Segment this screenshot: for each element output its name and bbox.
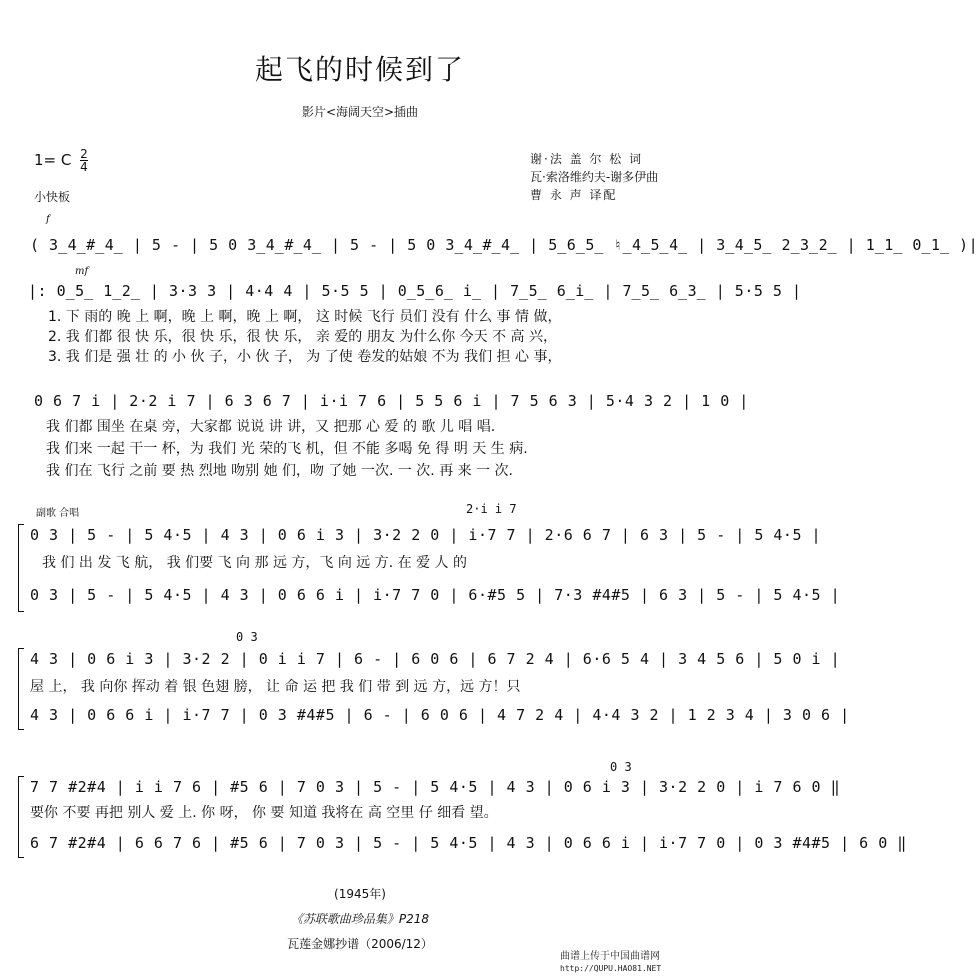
score-line-chorus-3-lower: 6 7 #2#4 | 6 6 7 6 | #5 6 | 7 0 3 | 5 - | 5 4·5 | 4 3 | 0 6 6 i | i·7 7 0 | 0 3 #4#5 | 6 0 ‖ xyxy=(30,834,907,852)
page-title: 起飞的时候到了 xyxy=(254,53,465,86)
time-bottom: 4 xyxy=(80,160,88,174)
site-watermark xyxy=(560,951,661,975)
subtitle: 影片<海阔天空>插曲 xyxy=(301,105,419,119)
lyricist-credit: 谢·法 盖 尔 松 词 xyxy=(530,152,644,166)
lyric-verse3-a: 3. 我 们是 强 壮 的 小 伙 子，小 伙 子， 为 了使 卷发的姑娘 不为 我们 担 心 事， xyxy=(48,349,562,365)
lyric-verse2-b: 我 们来 一起 干一 杯，为 我们 光 荣的飞 机，但 不能 多喝 免 得 明 天 生 病. xyxy=(46,441,528,457)
composer-credit: 瓦·索洛维约夫-谢多伊曲 xyxy=(530,170,659,184)
watermark-url: http://QUPU.HAO81.NET xyxy=(560,964,662,973)
lyric-chorus-2: 屋 上， 我 向你 挥动 着 银 色翅 膀， 让 命 运 把 我 们 带 到 远 方，远 方！只 xyxy=(30,679,521,695)
lyric-chorus-3: 要你 不要 再把 别人 爱 上. 你 呀， 你 要 知道 我将在 高 空里 仔 细看 望。 xyxy=(30,805,498,821)
staff-brace-1 xyxy=(18,524,24,612)
time-signature xyxy=(80,148,88,173)
tempo-marking: 小快板 xyxy=(34,190,71,204)
lyric-verse3-b: 我 们在 飞行 之前 要 热 烈地 吻别 她 们，吻 了她 一次. 一 次. 再 来 一 次. xyxy=(46,463,514,479)
footer-year: (1945年) xyxy=(334,887,386,901)
ornament-line-3: 0 3 xyxy=(610,760,632,774)
key-label: 1= C xyxy=(34,151,72,169)
time-top: 2 xyxy=(80,147,88,161)
score-line-verse-b: 0 6 7 i | 2·2 i 7 | 6 3 6 7 | i·i 7 6 | 5 5 6 i | 7 5 6 3 | 5·4 3 2 | 1 0 | xyxy=(34,392,749,410)
staff-brace-3 xyxy=(18,776,24,858)
score-line-chorus-2-lower: 4 3 | 0 6 6 i | i·7 7 | 0 3 #4#5 | 6 - | 6 0 6 | 4 7 2 4 | 4·4 3 2 | 1 2 3 4 | 3 0 6 | xyxy=(30,706,850,724)
score-line-chorus-2-upper: 4 3 | 0 6 i 3 | 3·2 2 | 0 i i 7 | 6 - | 6 0 6 | 6 7 2 4 | 6·6 5 4 | 3 4 5 6 | 5 0 i | xyxy=(30,650,841,668)
score-line-chorus-1-lower: 0 3 | 5 - | 5 4·5 | 4 3 | 0 6 6 i | i·7 7 0 | 6·#5 5 | 7·3 #4#5 | 6 3 | 5 - | 5 4·5 | xyxy=(30,586,841,604)
lyric-verse2-a: 2. 我 们都 很 快 乐，很 快 乐，很 快 乐， 亲 爱的 朋友 为什么你 今天 不 高 兴， xyxy=(48,329,558,345)
score-line-chorus-1-upper: 0 3 | 5 - | 5 4·5 | 4 3 | 0 6 i 3 | 3·2 2 0 | i·7 7 | 2·6 6 7 | 6 3 | 5 - | 5 4·5 | xyxy=(30,526,822,544)
footer-transcriber: 瓦莲金娜抄谱（2006/12） xyxy=(287,937,433,951)
chorus-section-label: 副歌 合唱 xyxy=(36,508,80,519)
lyric-chorus-1: 我 们 出 发 飞 航， 我 们要 飞 向 那 远 方，飞 向 远 方. 在 爱 人 的 xyxy=(42,555,468,571)
ornament-line-1: 2·i i 7 xyxy=(466,502,517,516)
lyric-verse1-b: 我 们都 围坐 在桌 旁，大家都 说说 讲 讲，又 把那 心 爱 的 歌 儿 唱 唱. xyxy=(46,419,496,435)
dynamic-f: f xyxy=(46,214,50,225)
watermark-text: 曲谱上传于中国曲谱网 xyxy=(560,951,660,962)
staff-brace-2 xyxy=(18,648,24,730)
score-line-verse-a: |: 0̲5̲ 1̲2̲ | 3·3 3 | 4·4 4 | 5·5 5 | 0̲5̲6̲ i̲ | 7̲5̲ 6̲i̲ | 7̲5̲ 6̲3̲ | 5·5 5 | xyxy=(28,282,802,300)
score-line-chorus-3-upper: 7 7 #2#4 | i i 7 6 | #5 6 | 7 0 3 | 5 - | 5 4·5 | 4 3 | 0 6 i 3 | 3·2 2 0 | i 7 6 0 ‖ xyxy=(30,778,841,796)
score-line-intro: ( 3̲4̲#̲4̲ | 5 - | 5 0 3̲4̲#̲4̲ | 5 - | 5 0 3̲4̲#̲4̲ | 5̲6̲5̲ ♮̲4̲5̲4̲ | 3̲4̲5̲ 2̲3̲2̲ | 1̲1̲ 0̲1̲ )| xyxy=(30,236,978,254)
footer-source: 《苏联歌曲珍品集》P218 xyxy=(290,912,430,926)
dynamic-mf: mf xyxy=(75,266,89,277)
key-signature xyxy=(34,148,88,173)
ornament-line-2: 0 3 xyxy=(236,630,258,644)
translator-credit: 曹 永 声 译配 xyxy=(530,188,618,202)
lyric-verse1-a: 1. 下 雨的 晚 上 啊，晚 上 啊，晚 上 啊， 这 时候 飞行 员们 没有 什么 事 情 做， xyxy=(48,309,562,325)
